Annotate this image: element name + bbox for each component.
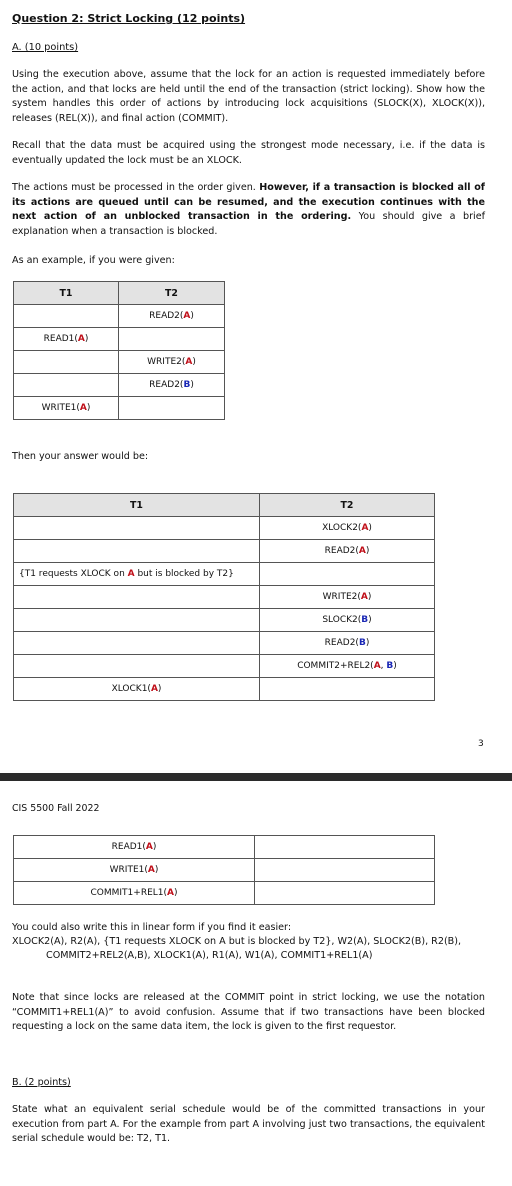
page-number: 3 — [478, 739, 484, 749]
arg: A — [183, 311, 191, 321]
answer-cell: WRITE2(A) — [260, 586, 435, 609]
answer-cell — [14, 517, 260, 540]
example-intro: As an example, if you were given: — [12, 255, 175, 266]
page-divider — [0, 773, 512, 781]
example-cell — [14, 351, 119, 374]
table-row — [14, 328, 225, 351]
op: READ2( — [149, 311, 184, 321]
continued-answer-table — [13, 835, 435, 905]
table-row — [14, 540, 435, 563]
example-cell: WRITE1(A) — [14, 397, 119, 420]
example-cell: READ2(B) — [119, 374, 225, 397]
answer-cell: READ2(A) — [260, 540, 435, 563]
data-item: A — [167, 888, 174, 898]
example-header-t1: T1 — [14, 282, 119, 305]
answer-intro: Then your answer would be: — [12, 451, 149, 462]
answer-cell — [14, 586, 260, 609]
op: WRITE2( — [147, 357, 186, 367]
answer-header-t2: T2 — [260, 494, 435, 517]
table-row — [14, 609, 435, 632]
table-row — [14, 305, 225, 328]
op: READ1( — [43, 334, 78, 344]
op: READ2( — [149, 380, 184, 390]
answer-cell: XLOCK1(A) — [14, 678, 260, 701]
part-b-text: State what an equivalent serial schedule would be of the committed transactions in your execution from part A. For the example from part A involving just two transactions, the equivalent serial schedule would be: T2, T1. — [12, 1104, 485, 1144]
example-cell: READ1(A) — [14, 328, 119, 351]
part-b-heading: B. (2 points) — [12, 1077, 71, 1088]
answer-cell — [14, 609, 260, 632]
answer-cell: SLOCK2(B) — [260, 609, 435, 632]
paragraph-ordering — [12, 181, 485, 239]
arg: A — [79, 403, 87, 413]
answer-cell — [260, 563, 435, 586]
answer-table — [13, 493, 435, 701]
linear-line1: XLOCK2(A), R2(A), {T1 requests XLOCK on A but is blocked by T2}, W2(A), SLOCK2(B), R2(B), — [12, 936, 462, 947]
table-row — [14, 632, 435, 655]
continued-cell — [255, 836, 435, 859]
data-item: A — [150, 684, 158, 694]
table-row — [14, 882, 435, 905]
data-item: B — [361, 615, 369, 625]
linear-line2: COMMIT2+REL2(A,B), XLOCK1(A), R1(A), W1(A), COMMIT1+REL1(A) — [46, 950, 373, 961]
arg: B — [183, 380, 191, 390]
answer-cell — [260, 678, 435, 701]
example-cell — [14, 305, 119, 328]
note-paragraph: Note that since locks are released at the COMMIT point in strict locking, we use the notation “COMMIT1+REL1(A)” to avoid confusion. Assume that if two transactions have been blocked requesting a lock on the same data item, the lock is given to the first requestor. — [12, 992, 485, 1032]
continued-cell — [255, 859, 435, 882]
table-row — [14, 586, 435, 609]
op: WRITE1( — [41, 403, 80, 413]
answer-cell: COMMIT2+REL2(A, B) — [260, 655, 435, 678]
linear-intro: You could also write this in linear form if you find it easier: — [12, 922, 292, 933]
table-row — [14, 517, 435, 540]
table-row — [14, 563, 435, 586]
answer-header-t1: T1 — [14, 494, 260, 517]
answer-cell — [14, 655, 260, 678]
answer-cell: XLOCK2(A) — [260, 517, 435, 540]
data-item: A — [145, 842, 153, 852]
question-heading: Question 2: Strict Locking (12 points) — [12, 12, 246, 25]
table-row — [14, 836, 435, 859]
continued-cell: READ1(A) — [14, 836, 255, 859]
table-row — [14, 374, 225, 397]
part-a-heading: A. (10 points) — [12, 42, 79, 53]
data-item: B — [358, 638, 366, 648]
arg: A — [77, 334, 85, 344]
continued-cell: WRITE1(A) — [14, 859, 255, 882]
example-cell: READ2(A) — [119, 305, 225, 328]
paragraph-recall: Recall that the data must be acquired using the strongest mode necessary, i.e. if the data is eventually updated the lock must be an XLOCK. — [12, 140, 485, 166]
data-item: B — [386, 661, 394, 671]
answer-cell — [14, 540, 260, 563]
example-header-t2: T2 — [119, 282, 225, 305]
arg: A — [185, 357, 193, 367]
answer-cell — [14, 632, 260, 655]
data-item: A — [360, 592, 368, 602]
example-cell — [14, 374, 119, 397]
continued-cell: COMMIT1+REL1(A) — [14, 882, 255, 905]
answer-cell: READ2(B) — [260, 632, 435, 655]
data-item: A — [361, 523, 369, 533]
data-item: A — [358, 546, 366, 556]
data-item: A — [373, 661, 381, 671]
answer-cell: {T1 requests XLOCK on A but is blocked by T2} — [14, 563, 260, 586]
example-cell — [119, 397, 225, 420]
example-cell — [119, 328, 225, 351]
ordering-bold: However, if a transaction is blocked all of its actions are queued until can be resumed, and the execution continues with the next action of an unblocked transaction in the ordering. — [12, 182, 485, 222]
table-row — [14, 351, 225, 374]
example-table — [13, 281, 225, 420]
table-row — [14, 397, 225, 420]
paragraph-instructions: Using the execution above, assume that the lock for an action is requested immediately before the action, and that locks are held until the end of the transaction (strict locking). Show how the system handles this order of actions by introducing lock acquisitions (SLOCK(X), XLOCK(X)), releases (REL(X)), and final action (COMMIT). — [12, 69, 485, 124]
ordering-plain: The actions must be processed in the order given. — [12, 182, 260, 193]
ordering-tail: You should give a brief explanation when a transaction is blocked. — [12, 211, 485, 237]
table-row — [14, 678, 435, 701]
table-row — [14, 655, 435, 678]
data-item: A — [127, 569, 135, 579]
data-item: A — [147, 865, 155, 875]
page-header: CIS 5500 Fall 2022 — [12, 803, 100, 814]
table-row — [14, 859, 435, 882]
example-cell: WRITE2(A) — [119, 351, 225, 374]
continued-cell — [255, 882, 435, 905]
